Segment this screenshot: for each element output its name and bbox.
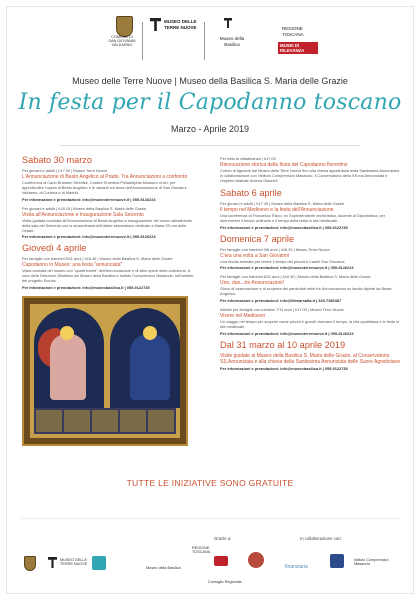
- event-title: L'Annunciazione di Beato Angelico al Prado. Tra Annunciazioni a confronto: [22, 174, 188, 180]
- event-block: [22, 206, 198, 240]
- predella-panel: [92, 410, 118, 432]
- separator: [142, 22, 143, 60]
- divider: [20, 518, 400, 519]
- event-info: Per informazioni e prenotazioni: info@museoterrenuove.it | 055-9126223: [22, 234, 156, 240]
- event-info: Per informazioni e prenotazioni: info@museobasilica.it | 055-9122735: [220, 224, 348, 230]
- right-column: [220, 155, 402, 375]
- event-title: Visite guidate al Museo della Basilica S. Maria delle Grazie, al Conservatorio SS.Annunziata e alla chiesa della Santissima Annunziata delle Suore Agostiniane: [220, 353, 401, 366]
- footer-finanziaria-logo: finanziaria: [285, 564, 308, 570]
- event-block: [220, 156, 402, 184]
- angel-figure: [50, 334, 86, 400]
- divider: [60, 145, 360, 146]
- collaboration-label: In collaborazione con:: [300, 536, 342, 541]
- event-meta: Per famiglie con bambini 6/11 anni | h16.30 | Museo della Basilica S. Maria delle Grazie: [220, 274, 371, 280]
- event-meta: Per tutta la cittadinanza | h17.00: [220, 156, 276, 161]
- footer-consiglio-logo: Consiglio Regionale: [208, 580, 242, 584]
- painting-panel: [30, 304, 180, 438]
- event-description: Gioco di osservazione e di scoperta dei particolari nelle tre Annunciazioni su tavola dipinte da Beato Angelico.: [220, 286, 392, 297]
- event-block: [220, 201, 402, 230]
- footer-istituto-logo: Istituto Comprensivo Masaccio: [354, 558, 389, 567]
- day-heading: Giovedì 4 aprile: [22, 243, 87, 254]
- event-title: Capodanno in Museo: una festa "annunciata": [22, 262, 123, 269]
- thanks-label: Grazie a:: [214, 536, 232, 541]
- footer-logo-box: [92, 556, 106, 570]
- footer-regione-flag: [214, 556, 228, 566]
- footer-terre-nuove-logo: MUSEO DELLE TERRE NUOVE: [60, 558, 88, 567]
- event-description: Visita animata del museo con "quattr'eventi" dell'Annunciazione e di altre opere della collezione. A cura della Direzione Didattica del Museo della Basilica e Istituto Comprensivo Masaccio, nell'ambito del progetto Scuola.: [22, 268, 194, 284]
- predella-panel: [148, 410, 174, 432]
- event-info: Per informazioni e prenotazioni: info@museoterrenuove.it | 055-9126223: [220, 265, 354, 271]
- event-info: Per informazioni e prenotazioni: info@museobasilica.it | 055-9122735: [220, 366, 348, 372]
- event-description: Conferenza di Carlo Brandon Strehlke, Curator Emeritus Philadelphia Museum of Art, per approfondire l'opera di Beato Angelico e le varianti sul tema dell'Annunciazione di San Giovanni Valdarno, di Cortona e di Madrid.: [22, 180, 187, 195]
- event-description: Una favola animata per vivere il tempo dei piccoli a Castel San Giovanni.: [220, 258, 346, 264]
- event-meta: Per famiglie con bambini 3/6 anni | h16.30 | Museo Terre Nuove: [220, 246, 330, 252]
- left-column: [22, 155, 198, 446]
- event-description: Visita guidata condotta all'Annunciazione di Beato Angelico e inaugurazione del nuovo allestimento della sala del Seicento con la straordinaria dell'altare seicentesco dedicato a Maria SS.ma delle Grazie.: [22, 217, 193, 233]
- day-heading: Sabato 30 marzo: [22, 155, 92, 165]
- mary-figure: [130, 334, 170, 400]
- event-meta: Attività per famiglie con bambini 7/11 anni | h17.00 | Museo Terre Nuove: [220, 307, 344, 313]
- musei-rilevanza-badge: MUSEI DI RILEVANZA REGIONALE: [278, 42, 318, 54]
- terre-nuove-logo-icon: [150, 18, 161, 31]
- event-info: Per informazioni e prenotazioni: info@museoterrenuove.it | 055-9126223: [22, 196, 156, 202]
- event-meta: Per giovani e adulti | h18.15 | Museo della Basilica S. Maria delle Grazie: [22, 205, 147, 211]
- event-title: Rievocazione storica della festa del Capodanno fiorentino: [220, 162, 348, 168]
- predella-panel: [36, 410, 62, 432]
- footer-regione-logo: REGIONE TOSCANA: [192, 546, 211, 555]
- event-description: Un viaggio nel tempo per scoprire come piccoli e grandi vivevano il tempo, la vita quotidiana e le feste in età medievale.: [220, 319, 400, 330]
- day-heading: Domenica 7 aprile: [220, 233, 295, 244]
- event-info: Per informazioni e prenotazioni: info@museoterrenuove.it | 055-9126223: [220, 331, 354, 337]
- predella-panel: [120, 410, 146, 432]
- event-title: C'era una volta a San Giovanni: [220, 252, 290, 259]
- poster-period: Marzo - Aprile 2019: [170, 124, 250, 134]
- header-logos: [108, 14, 312, 66]
- event-meta: Per giovani e adulti | h17.00 | Museo Terre Nuove: [22, 168, 108, 173]
- footer-logo-box: [330, 554, 344, 568]
- event-block: [220, 247, 402, 271]
- event-title: Uno, due...tre Annunciazioni!: [220, 280, 284, 287]
- event-title: Visita all'Annunciazione e Inaugurazione Sala Seicento: [22, 211, 144, 218]
- event-block: [22, 168, 198, 202]
- event-block: [22, 256, 198, 290]
- event-meta: Per giovani e adulti | h17.30 | Museo della Basilica S. Maria delle Grazie: [220, 200, 345, 206]
- poster-headline: In festa per il Capodanno toscano: [18, 90, 402, 115]
- annunciation-painting: [22, 296, 188, 446]
- predella-panel: [64, 410, 90, 432]
- free-events-banner: TUTTE LE INIZIATIVE SONO GRATUITE: [126, 478, 294, 488]
- event-block: [220, 353, 402, 371]
- regione-label: REGIONE TOSCANA: [282, 26, 304, 37]
- event-info: Per informazioni e prenotazioni: info@lilimarsalta.it | 329-7380387: [220, 298, 342, 304]
- event-description: Una conferenza di Francesco Rizzo, ex Soprintendente archivistica, docente di Diplomatica, per ripercorrere il tempo ordinario e il tempo della festa in età medievale.: [220, 212, 386, 223]
- footer-basilica-logo: Museo della Basilica: [146, 566, 181, 570]
- day-heading: Dal 31 marzo al 10 aprile 2019: [220, 340, 346, 351]
- museo-basilica-logo: Museo della Basilica: [219, 36, 245, 47]
- event-info: Per informazioni e prenotazioni: info@museobasilica.it | 055-9122735: [22, 285, 150, 291]
- separator: [204, 22, 205, 60]
- event-block: [220, 274, 402, 303]
- organizers-line: Museo delle Terre Nuove | Museo della Basilica S. Maria delle Grazie: [72, 76, 348, 86]
- painting-predella: [34, 408, 176, 434]
- event-title: Il tempo nel Medioevo e la festa dell'Annunciazione: [220, 206, 334, 213]
- comune-crest-icon: [24, 556, 36, 571]
- event-title: Vivere nel Medioevo: [220, 313, 266, 320]
- comune-crest-icon: [116, 16, 133, 37]
- event-description: Corteo di figuranti dal Museo delle Terre Nuove fino alla chiesa agostiniana della Santissima Annunziata. In collaborazione con l'Istituto Comprensivo Masaccio, il Conservatorio della SS.ma Annunziata e l'esperto teatrale Andrea Giannini.: [220, 168, 400, 183]
- event-meta: Per famiglie con bambini 5/11 anni | h16.45 | Museo della Basilica S. Maria delle Grazie: [22, 256, 173, 262]
- footer-logo-box: [248, 552, 264, 568]
- museo-terre-nuove-logo: MUSEO DELLE TERRE NUOVE: [164, 19, 197, 30]
- basilica-logo-icon: [224, 18, 232, 28]
- day-heading: Sabato 6 aprile: [220, 187, 282, 198]
- comune-label: COMUNE DI SAN GIOVANNI VALDARNO: [108, 35, 136, 48]
- event-block: [220, 307, 402, 336]
